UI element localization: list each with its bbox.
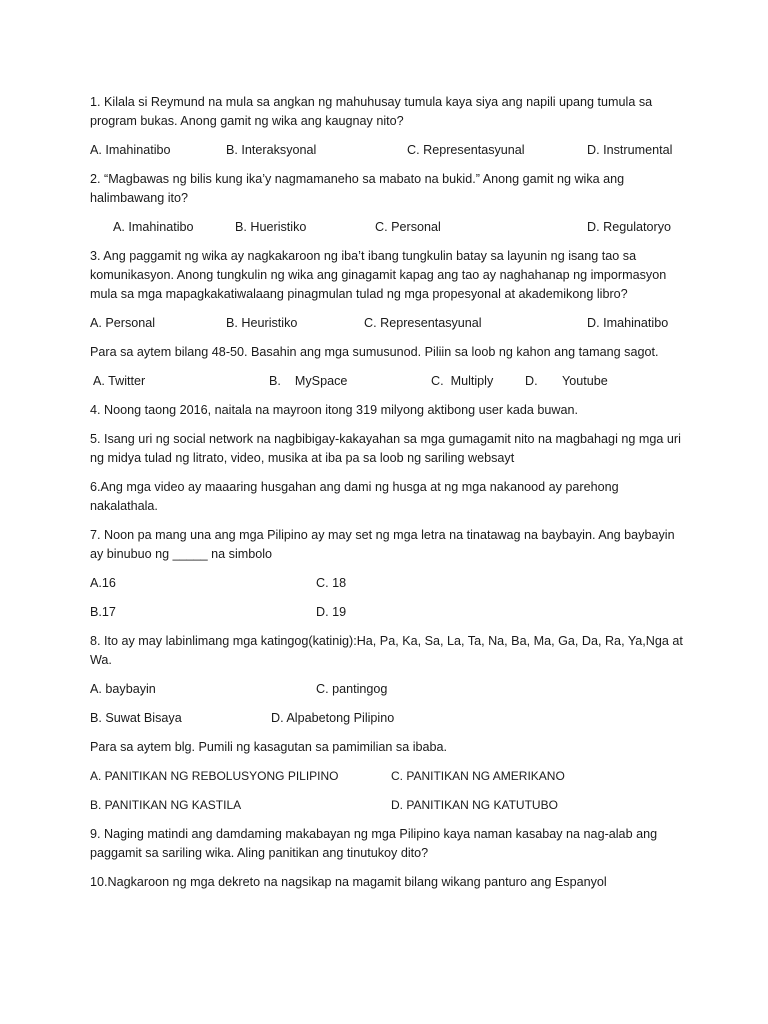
section2-choice-b: B. PANITIKAN NG KASTILA xyxy=(90,798,242,812)
q5-text-line-1: 5. Isang uri ng social network na nagbibigay-kakayahan sa mga gumagamit nito na magbahagi ng mga uri xyxy=(90,432,681,446)
q2-option-a: A. Imahinatibo xyxy=(113,220,194,234)
q2-option-c: C. Personal xyxy=(375,220,441,234)
q7-option-c: C. 18 xyxy=(316,576,347,590)
q8-text-line-1: 8. Ito ay may labinlimang mga katingog(katinig):Ha, Pa, Ka, Sa, La, Ta, Na, Ba, Ma, Ga, Da, Ra, Ya,Nga at xyxy=(90,634,683,648)
q4-text-line-1: 4. Noong taong 2016, naitala na mayroon itong 319 milyong aktibong user kada buwan. xyxy=(90,403,578,417)
q8-text-line-2: Wa. xyxy=(90,653,112,667)
q8-option-c: C. pantingog xyxy=(316,682,388,696)
q7-text-line-1: 7. Noon pa mang una ang mga Pilipino ay may set ng mga letra na tinatawag na baybayin. Ang baybayin xyxy=(90,528,675,542)
section1-instruction: Para sa aytem bilang 48-50. Basahin ang mga sumusunod. Piliin sa loob ng kahon ang tamang sagot. xyxy=(90,345,659,359)
q7-text-line-2: ay binubuo ng _____ na simbolo xyxy=(90,547,273,561)
q7-option-d: D. 19 xyxy=(316,605,347,619)
section1-choice-c: C. Multiply xyxy=(431,374,494,388)
section2-choice-c: C. PANITIKAN NG AMERIKANO xyxy=(391,769,565,783)
q5-text-line-2: ng midya tulad ng litrato, video, musika at iba pa sa loob ng sariling websayt xyxy=(90,451,515,465)
q1-text-line-2: program bukas. Anong gamit ng wika ang kaugnay nito? xyxy=(90,114,404,128)
q8-option-a: A. baybayin xyxy=(90,682,156,696)
q2-text-line-1: 2. “Magbawas ng bilis kung ika’y nagmamaneho sa mabato na bukid.” Anong gamit ng wika ang xyxy=(90,172,625,186)
section1-choice-d: Youtube xyxy=(562,374,608,388)
q6-text-line-1: 6.Ang mga video ay maaaring husgahan ang dami ng husga at ng mga nakanood ay parehong xyxy=(90,480,619,494)
section1-choice-b: B. MySpace xyxy=(269,374,348,388)
q3-text-line-3: mula sa mga mapagkakatiwalaang pinagmulan tulad ng mga propesyonal at akademikong libro? xyxy=(90,287,628,301)
q3-option-c: C. Representasyunal xyxy=(364,316,482,330)
q2-option-d: D. Regulatoryo xyxy=(587,220,671,234)
section2-choice-d: D. PANITIKAN NG KATUTUBO xyxy=(391,798,558,812)
q8-option-b: B. Suwat Bisaya xyxy=(90,711,182,725)
q1-option-b: B. Interaksyonal xyxy=(226,143,317,157)
q7-option-b: B.17 xyxy=(90,605,116,619)
section1-choice-a: A. Twitter xyxy=(93,374,146,388)
section1-choice-d-letter: D. xyxy=(525,374,538,388)
q2-option-b: B. Hueristiko xyxy=(235,220,307,234)
q1-option-a: A. Imahinatibo xyxy=(90,143,171,157)
q6-text-line-2: nakalathala. xyxy=(90,499,158,513)
q9-text-line-2: paggamit sa sariling wika. Aling panitikan ang tinutukoy dito? xyxy=(90,846,429,860)
q3-text-line-1: 3. Ang paggamit ng wika ay nagkakaroon ng iba’t ibang tungkulin batay sa layunin ng isang tao sa xyxy=(90,249,637,263)
q2-text-line-2: halimbawang ito? xyxy=(90,191,189,205)
q1-option-c: C. Representasyunal xyxy=(407,143,525,157)
q3-text-line-2: komunikasyon. Anong tungkulin ng wika ang ginagamit kapag ang tao ay naghahanap ng impormasyon xyxy=(90,268,667,282)
q1-option-d: D. Instrumental xyxy=(587,143,673,157)
q10-text-line-1: 10.Nagkaroon ng mga dekreto na nagsikap na magamit bilang wikang panturo ang Espanyol xyxy=(90,875,607,889)
section2-choice-a: A. PANITIKAN NG REBOLUSYONG PILIPINO xyxy=(90,769,339,783)
section2-instruction: Para sa aytem blg. Pumili ng kasagutan sa pamimilian sa ibaba. xyxy=(90,740,448,754)
q3-option-b: B. Heuristiko xyxy=(226,316,298,330)
q9-text-line-1: 9. Naging matindi ang damdaming makabayan ng mga Pilipino kaya naman kasabay na nag-alab ang xyxy=(90,827,658,841)
q8-option-d: D. Alpabetong Pilipino xyxy=(271,711,395,725)
q1-text-line-1: 1. Kilala si Reymund na mula sa angkan ng mahuhusay tumula kaya siya ang napili upang tumula sa xyxy=(90,95,653,109)
q3-option-a: A. Personal xyxy=(90,316,156,330)
q3-option-d: D. Imahinatibo xyxy=(587,316,669,330)
q7-option-a: A.16 xyxy=(90,576,116,590)
